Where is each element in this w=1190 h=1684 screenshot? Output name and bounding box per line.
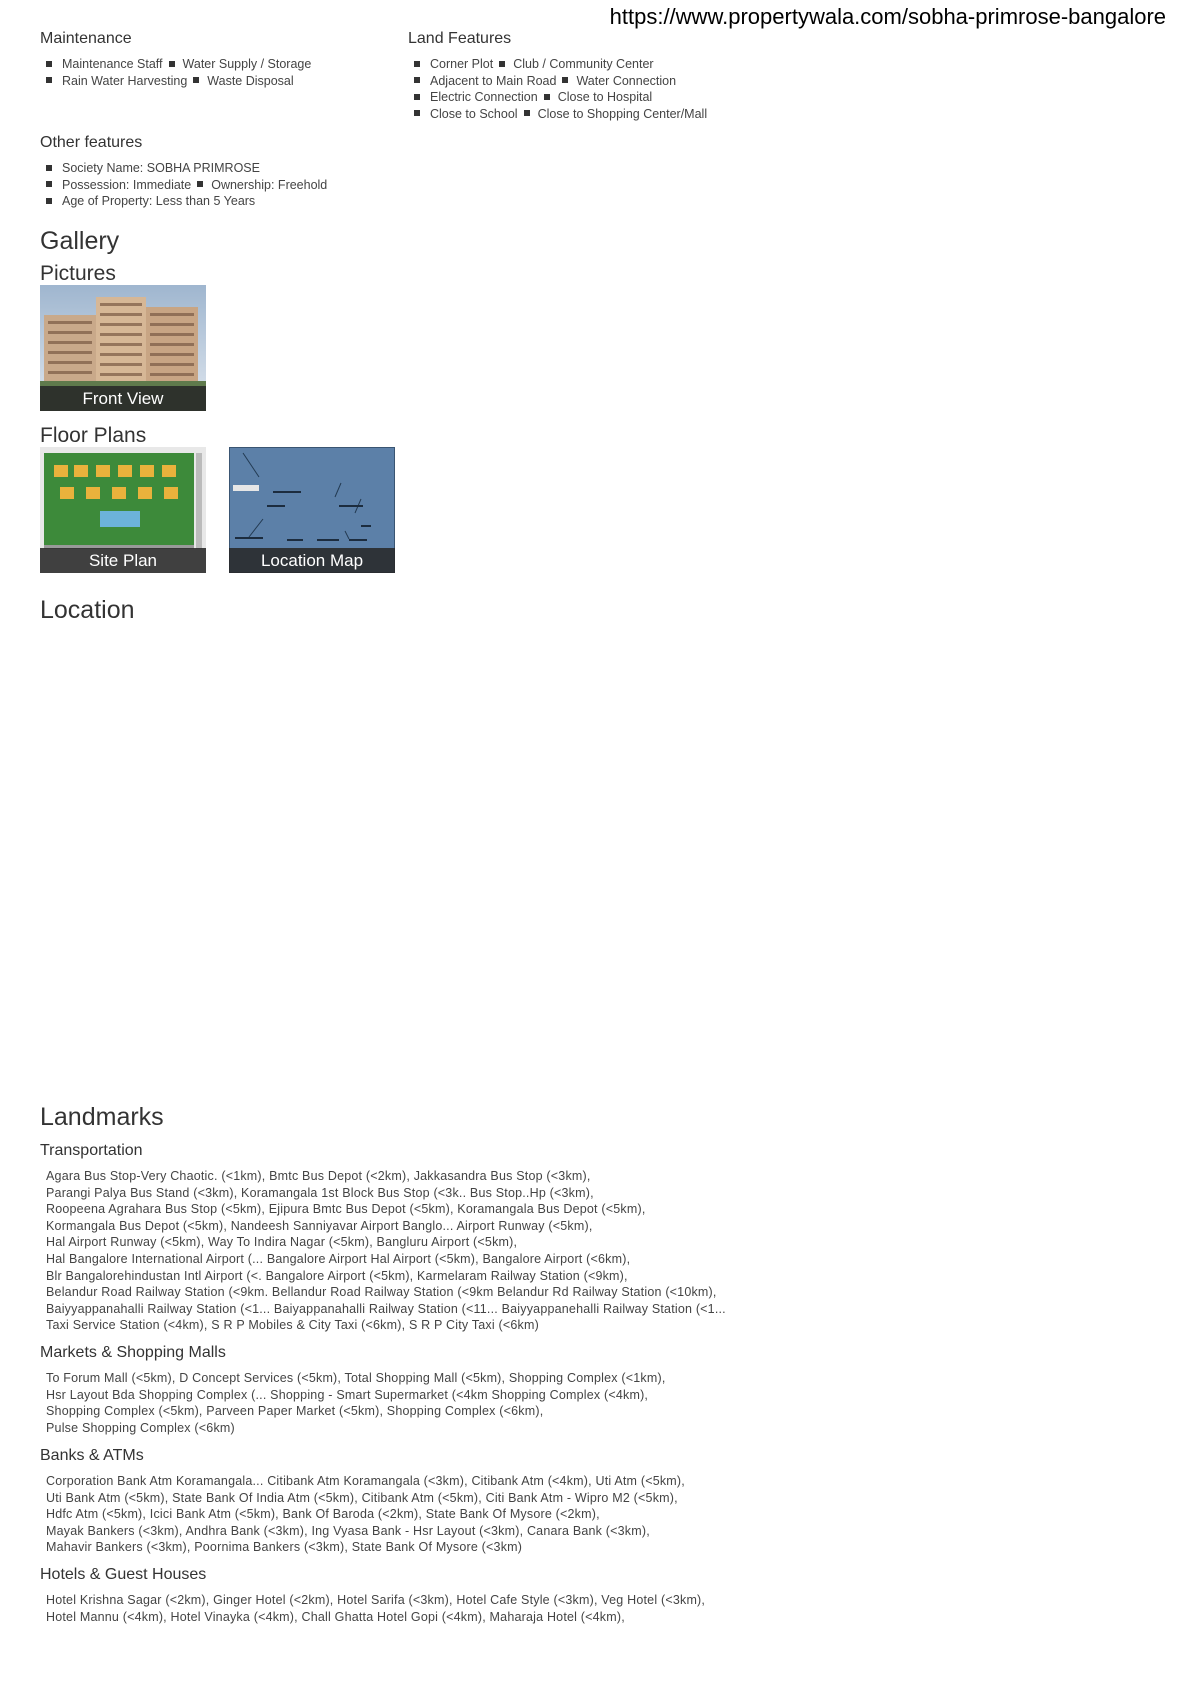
banks-list: [46, 1473, 685, 1556]
hotels-list: [46, 1592, 705, 1625]
bullet-icon: [414, 94, 420, 100]
bullet-icon: [544, 94, 550, 100]
list-item: [408, 73, 707, 90]
bullet-icon: [414, 77, 420, 83]
front-view-thumbnail[interactable]: [40, 285, 206, 411]
banks-title: Banks & ATMs: [40, 1447, 144, 1464]
bullet-icon: [414, 110, 420, 116]
bullet-icon: [524, 110, 530, 116]
markets-list: [46, 1370, 666, 1436]
list-item: Hotel Krishna Sagar (<2km), Ginger Hotel (<2km), Hotel Sarifa (<3km), Hotel Cafe Style (<3km), Veg Hotel (<3km),: [46, 1593, 706, 1607]
bullet-icon: [46, 77, 52, 83]
markets-title: Markets & Shopping Malls: [40, 1344, 226, 1361]
list-item: Mayak Bankers (<3km), Andhra Bank (<3km), Ing Vyasa Bank - Hsr Layout (<3km), Canara Bank (<3km),: [46, 1523, 650, 1538]
landmarks-title: Landmarks: [40, 1103, 164, 1131]
feature-text: Corner Plot: [430, 57, 494, 71]
land-features-title: Land Features: [408, 30, 512, 47]
list-item: [408, 89, 707, 106]
bullet-icon: [414, 61, 420, 67]
location-map-caption: Location Map: [229, 548, 395, 573]
maintenance-list: [40, 56, 311, 89]
site-plan-thumbnail[interactable]: [40, 447, 206, 573]
list-item: Hsr Layout Bda Shopping Complex (... Shopping - Smart Supermarket (<4km Shopping Complex (<4km),: [46, 1387, 649, 1402]
list-item: [40, 56, 311, 73]
land-features-list: [408, 56, 707, 122]
bullet-icon: [46, 181, 52, 187]
list-item: Hdfc Atm (<5km), Icici Bank Atm (<5km), Bank Of Baroda (<2km), State Bank Of Mysore (<2km),: [46, 1507, 600, 1522]
feature-text: Close to Shopping Center/Mall: [537, 106, 708, 121]
list-item: Corporation Bank Atm Koramangala... Citibank Atm Koramangala (<3km), Citibank Atm (<4km), Uti Atm (<5km),: [46, 1474, 685, 1488]
front-view-caption: Front View: [40, 386, 206, 411]
other-features-title: Other features: [40, 134, 143, 151]
location-title: Location: [40, 596, 135, 624]
feature-text: Electric Connection: [430, 90, 538, 105]
list-item: Parangi Palya Bus Stand (<3km), Koramangala 1st Block Bus Stop (<3k.. Bus Stop..Hp (<3km),: [46, 1185, 594, 1200]
feature-text: Adjacent to Main Road: [430, 73, 557, 88]
list-item: Taxi Service Station (<4km), S R P Mobiles & City Taxi (<6km), S R P City Taxi (<6km): [46, 1318, 539, 1333]
list-item: [40, 177, 327, 194]
list-item: [40, 73, 311, 90]
bullet-icon: [46, 198, 52, 204]
list-item: Hotel Mannu (<4km), Hotel Vinayka (<4km), Chall Ghatta Hotel Gopi (<4km), Maharaja Hotel (<4km),: [46, 1609, 625, 1624]
list-item: [40, 160, 327, 177]
list-item: Hal Airport Runway (<5km), Way To Indira Nagar (<5km), Bangluru Airport (<5km),: [46, 1235, 518, 1250]
bullet-icon: [46, 165, 52, 171]
list-item: Pulse Shopping Complex (<6km): [46, 1420, 235, 1435]
list-item: Mahavir Bankers (<3km), Poornima Bankers (<3km), State Bank Of Mysore (<3km): [46, 1540, 523, 1555]
list-item: Hal Bangalore International Airport (... Bangalore Airport Hal Airport (<5km), Bangalore Airport (<6km),: [46, 1251, 631, 1266]
feature-text: Club / Community Center: [513, 57, 654, 71]
location-map-thumbnail[interactable]: [229, 447, 395, 573]
list-item: [40, 193, 327, 210]
feature-text: Ownership: Freehold: [211, 177, 328, 192]
site-plan-caption: Site Plan: [40, 548, 206, 573]
gallery-title: Gallery: [40, 227, 120, 255]
list-item: Agara Bus Stop-Very Chaotic. (<1km), Bmtc Bus Depot (<2km), Jakkasandra Bus Stop (<3km),: [46, 1169, 591, 1183]
bullet-icon: [193, 77, 199, 83]
feature-text: Possession: Immediate: [62, 177, 192, 192]
feature-text: Close to School: [430, 106, 518, 121]
bullet-icon: [169, 61, 175, 67]
feature-text: Water Connection: [576, 73, 677, 88]
feature-text: Close to Hospital: [557, 90, 653, 105]
maintenance-title: Maintenance: [40, 30, 132, 47]
feature-text: Rain Water Harvesting: [62, 73, 188, 88]
list-item: Roopeena Agrahara Bus Stop (<5km), Ejipura Bmtc Bus Depot (<5km), Koramangala Bus Depot (<5km),: [46, 1202, 646, 1217]
feature-text: Waste Disposal: [207, 73, 294, 88]
pictures-title: Pictures: [40, 262, 116, 285]
feature-text: Society Name: SOBHA PRIMROSE: [62, 161, 260, 175]
list-item: To Forum Mall (<5km), D Concept Services (<5km), Total Shopping Mall (<5km), Shopping Complex (<1km),: [46, 1371, 666, 1385]
hotels-title: Hotels & Guest Houses: [40, 1566, 207, 1583]
transportation-title: Transportation: [40, 1142, 143, 1159]
feature-text: Age of Property: Less than 5 Years: [62, 194, 256, 209]
bullet-icon: [499, 61, 505, 67]
page-url: https://www.propertywala.com/sobha-primrose-bangalore: [609, 4, 1166, 29]
feature-text: Maintenance Staff: [62, 57, 163, 71]
other-features-list: [40, 160, 327, 210]
bullet-icon: [46, 61, 52, 67]
list-item: Shopping Complex (<5km), Parveen Paper Market (<5km), Shopping Complex (<6km),: [46, 1404, 544, 1419]
bullet-icon: [562, 77, 568, 83]
bullet-icon: [197, 181, 203, 187]
list-item: Baiyyappanahalli Railway Station (<1... Baiyappanahalli Railway Station (<11... Baiyyappanehalli Railway Station (<1...: [46, 1301, 726, 1316]
list-item: [408, 106, 707, 123]
list-item: Blr Bangalorehindustan Intl Airport (<. Bangalore Airport (<5km), Karmelaram Railway Station (<9km),: [46, 1268, 628, 1283]
list-item: Kormangala Bus Depot (<5km), Nandeesh Sanniyavar Airport Banglo... Airport Runway (<5km),: [46, 1218, 593, 1233]
feature-text: Water Supply / Storage: [182, 57, 312, 71]
list-item: Uti Bank Atm (<5km), State Bank Of India Atm (<5km), Citibank Atm (<5km), Citi Bank Atm - Wipro M2 (<5km),: [46, 1490, 678, 1505]
floor-plans-title: Floor Plans: [40, 424, 147, 447]
list-item: Belandur Road Railway Station (<9km. Bellandur Road Railway Station (<9km Belandur Rd Railway Station (<10km),: [46, 1285, 717, 1300]
list-item: [408, 56, 707, 73]
transportation-list: [46, 1168, 726, 1334]
